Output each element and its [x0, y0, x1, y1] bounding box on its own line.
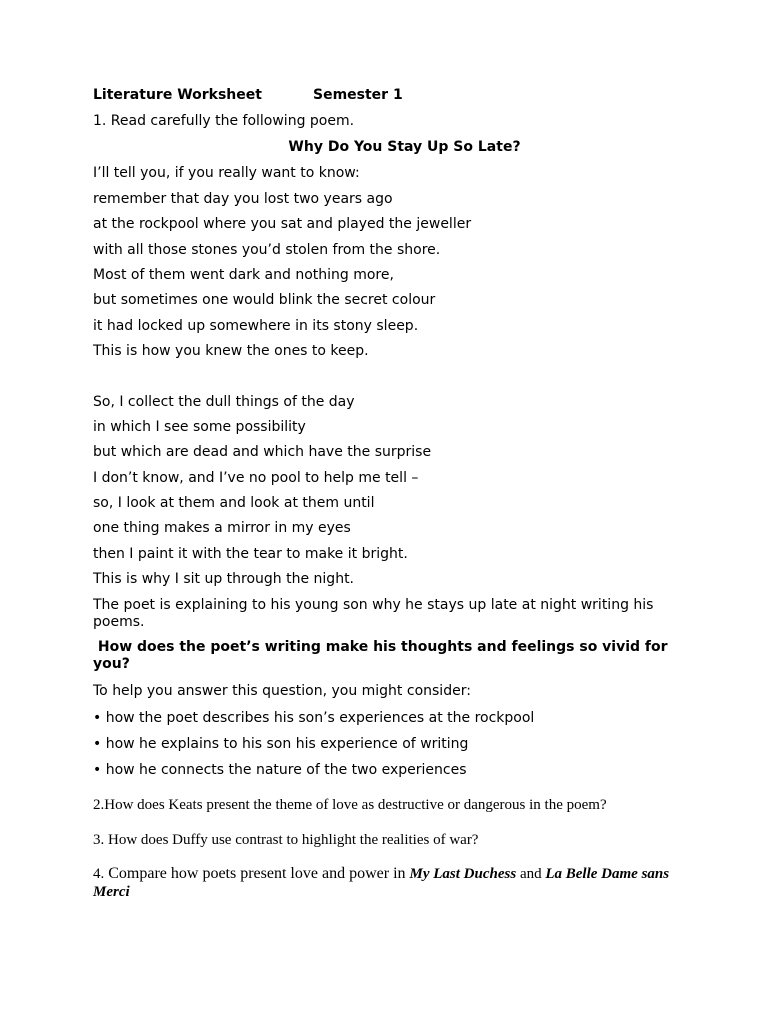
poem-line: I’ll tell you, if you really want to know: [93, 165, 360, 181]
question-2: 2.How does Keats present the theme of love as destructive or dangerous in the poem? [93, 797, 607, 813]
question-4-text: Compare how poets present love and power in [104, 865, 410, 882]
poem-line: so, I look at them and look at them until [93, 495, 375, 511]
instruction-text: 1. Read carefully the following poem. [93, 113, 355, 129]
question-1-prompt: How does the poet’s writing make his thoughts and feelings so vivid for you? [93, 639, 673, 672]
poem-line: in which I see some possibility [93, 419, 306, 435]
poem-line: then I paint it with the tear to make it bright. [93, 546, 408, 562]
poem-title: Why Do You Stay Up So Late? [288, 139, 521, 155]
poem-title-my-last-duchess: My Last Duchess [409, 866, 517, 882]
question-4-conjunction: and [516, 866, 546, 882]
question-4-number: 4. [93, 866, 105, 882]
consider-bullet: • how he connects the nature of the two experiences [93, 762, 467, 778]
consider-bullet: • how he explains to his son his experience of writing [93, 736, 469, 752]
consider-text: To help you answer this question, you might consider: [93, 683, 471, 699]
question-3: 3. How does Duffy use contrast to highlight the realities of war? [93, 832, 479, 848]
poem-line: at the rockpool where you sat and played the jeweller [93, 216, 472, 232]
poem-line: but which are dead and which have the surprise [93, 444, 432, 460]
context-paragraph: The poet is explaining to his young son why he stays up late at night writing his poems. [93, 597, 654, 630]
worksheet-title: Literature Worksheet [93, 87, 262, 103]
poem-line: remember that day you lost two years ago [93, 191, 393, 207]
poem-line: Most of them went dark and nothing more, [93, 267, 394, 283]
poem-line: one thing makes a mirror in my eyes [93, 520, 351, 536]
poem-line: So, I collect the dull things of the day [93, 394, 355, 410]
poem-line: This is why I sit up through the night. [93, 571, 355, 587]
semester-label: Semester 1 [313, 87, 403, 103]
question-4 [93, 865, 683, 901]
poem-title-la-belle-dame: La Belle Dame sans Merci [93, 866, 670, 900]
poem-line: This is how you knew the ones to keep. [93, 343, 369, 359]
poem-line: but sometimes one would blink the secret colour [93, 292, 436, 308]
consider-bullet: • how the poet describes his son’s experiences at the rockpool [93, 710, 535, 726]
poem-line: with all those stones you’d stolen from the shore. [93, 242, 441, 258]
poem-line: it had locked up somewhere in its stony sleep. [93, 318, 419, 334]
poem-line: I don’t know, and I’ve no pool to help me tell – [93, 470, 419, 486]
